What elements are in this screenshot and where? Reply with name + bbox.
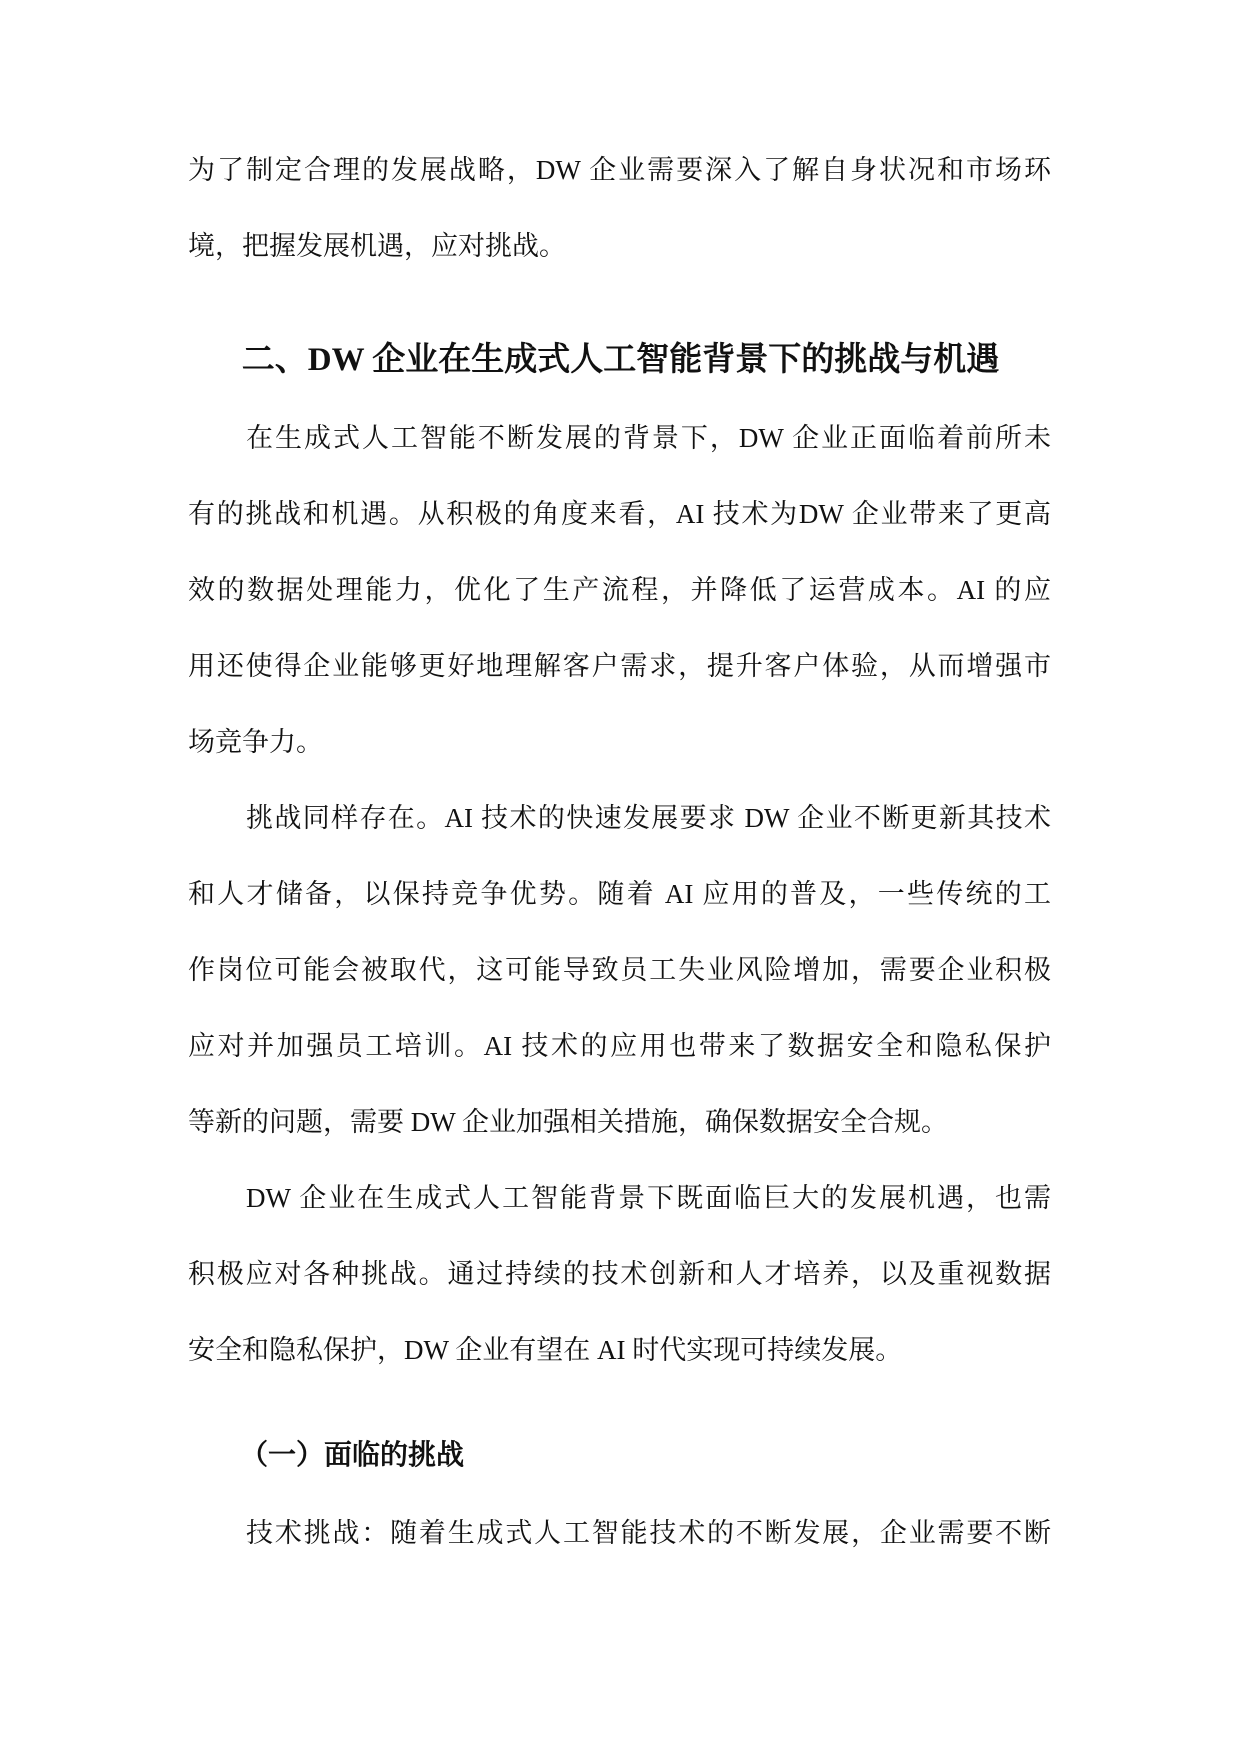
paragraph-line: 用还使得企业能够更好地理解客户需求，提升客户体验，从而增强市 [188,651,1051,681]
paragraph-line: 和人才储备，以保持竞争优势。随着 AI 应用的普及，一些传统的工 [188,879,1051,909]
paragraph-line: 技术挑战：随着生成式人工智能技术的不断发展，企业需要不断 [246,1518,1051,1548]
subsection-heading: （一）面临的挑战 [240,1440,465,1471]
paragraph-line: 应对并加强员工培训。AI 技术的应用也带来了数据安全和隐私保护 [188,1031,1051,1061]
paragraph-line: 境，把握发展机遇，应对挑战。 [188,231,566,261]
paragraph-line: 作岗位可能会被取代，这可能导致员工失业风险增加，需要企业积极 [188,955,1051,985]
paragraph-line: 效的数据处理能力，优化了生产流程，并降低了运营成本。AI 的应 [188,575,1051,605]
paragraph-line: 为了制定合理的发展战略，DW 企业需要深入了解自身状况和市场环 [188,155,1051,185]
paragraph-line: 挑战同样存在。AI 技术的快速发展要求 DW 企业不断更新其技术 [246,803,1051,833]
paragraph-line: DW 企业在生成式人工智能背景下既面临巨大的发展机遇，也需 [246,1183,1051,1213]
paragraph-line: 积极应对各种挑战。通过持续的技术创新和人才培养，以及重视数据 [188,1259,1051,1289]
paragraph-line: 在生成式人工智能不断发展的背景下，DW 企业正面临着前所未 [246,423,1051,453]
paragraph-line: 场竞争力。 [188,727,323,757]
paragraph-line: 安全和隐私保护，DW 企业有望在 AI 时代实现可持续发展。 [188,1335,903,1365]
section-heading: 二、DW 企业在生成式人工智能背景下的挑战与机遇 [241,342,1000,378]
paragraph-line: 等新的问题，需要 DW 企业加强相关措施，确保数据安全合规。 [188,1107,948,1137]
paragraph-line: 有的挑战和机遇。从积极的角度来看，AI 技术为DW 企业带来了更高 [188,499,1051,529]
